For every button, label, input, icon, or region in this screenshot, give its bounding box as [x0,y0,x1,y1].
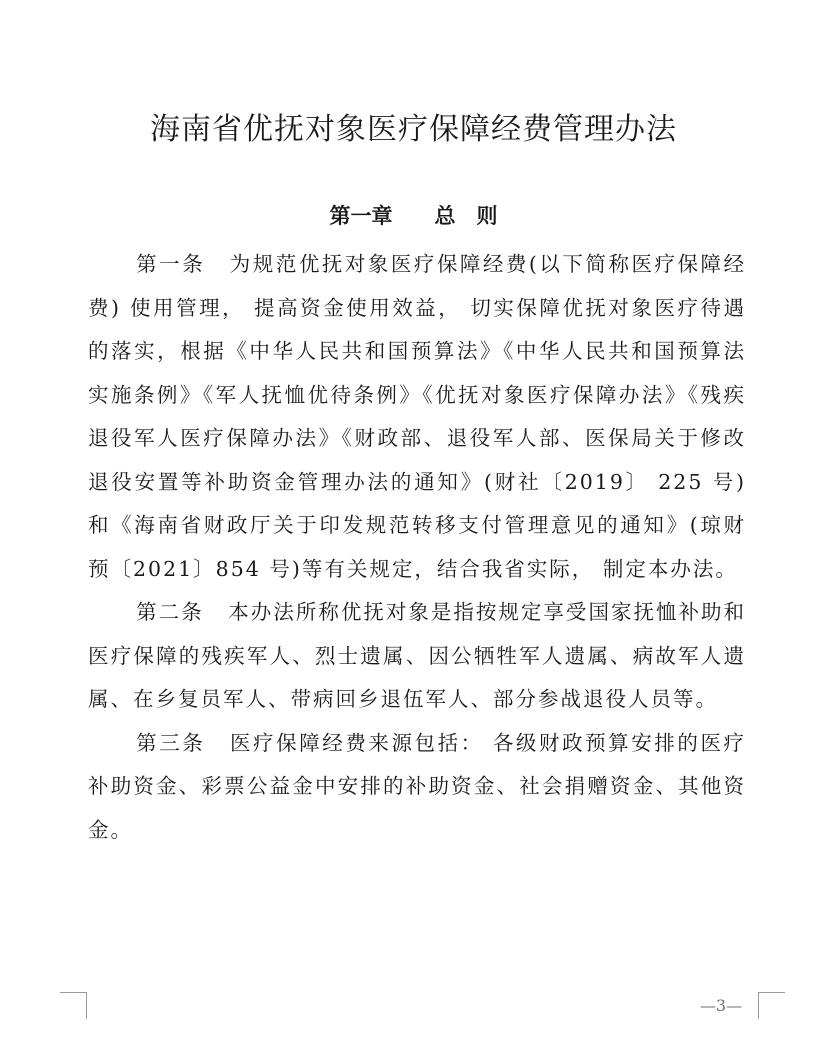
article-3-number: 第三条 [136,730,206,755]
article-3 [88,722,746,853]
chapter-heading: 第一章 总 则 [329,204,498,228]
page-number: —3— [699,996,743,1015]
article-3-text: 医疗保障经费来源包括： 各级财政预算安排的医疗补助资金、彩票公益金中安排的补助资金、社会捐赠资金、其他资金。 [88,730,747,842]
article-2-number: 第二条 [136,600,204,624]
article-2-text: 本办法所称优抚对象是指按规定享受国家抚恤补助和医疗保障的残疾军人、烈士遗属、因公牺牲军人遗属、病故军人遗属、在乡复员军人、带病回乡退伍军人、部分参战退役人员等。 [88,600,747,711]
document-title: 海南省优抚对象医疗保障经费管理办法 [150,112,677,147]
page-corner-mark-left [60,992,87,1019]
article-2 [88,591,746,722]
article-1-text: 为规范优抚对象医疗保障经费(以下简称医疗保障经费) 使用管理， 提高资金使用效益， 切实保障优抚对象医疗待遇的落实，根据《中华人民共和国预算法》《中华人民共和国预算法实施条例》《军人抚恤优待条例》《优抚对象医疗保障办法》《残疾退役军人医疗保障办法》《财政部、退役军人部、医保局关于修改退役安置等补助资金管理办法的通知》(财社〔2019〕 225 号) 和《海南省财政厅关于印发规范转移支付管理意见的通知》(琼财预〔2021〕854 号)等有关规定，结合我省实际， 制定本办法。 [88,252,746,581]
document-body [88,243,746,852]
page-corner-mark-right [758,992,785,1019]
article-1-number: 第一条 [136,252,206,276]
article-1 [88,243,746,591]
